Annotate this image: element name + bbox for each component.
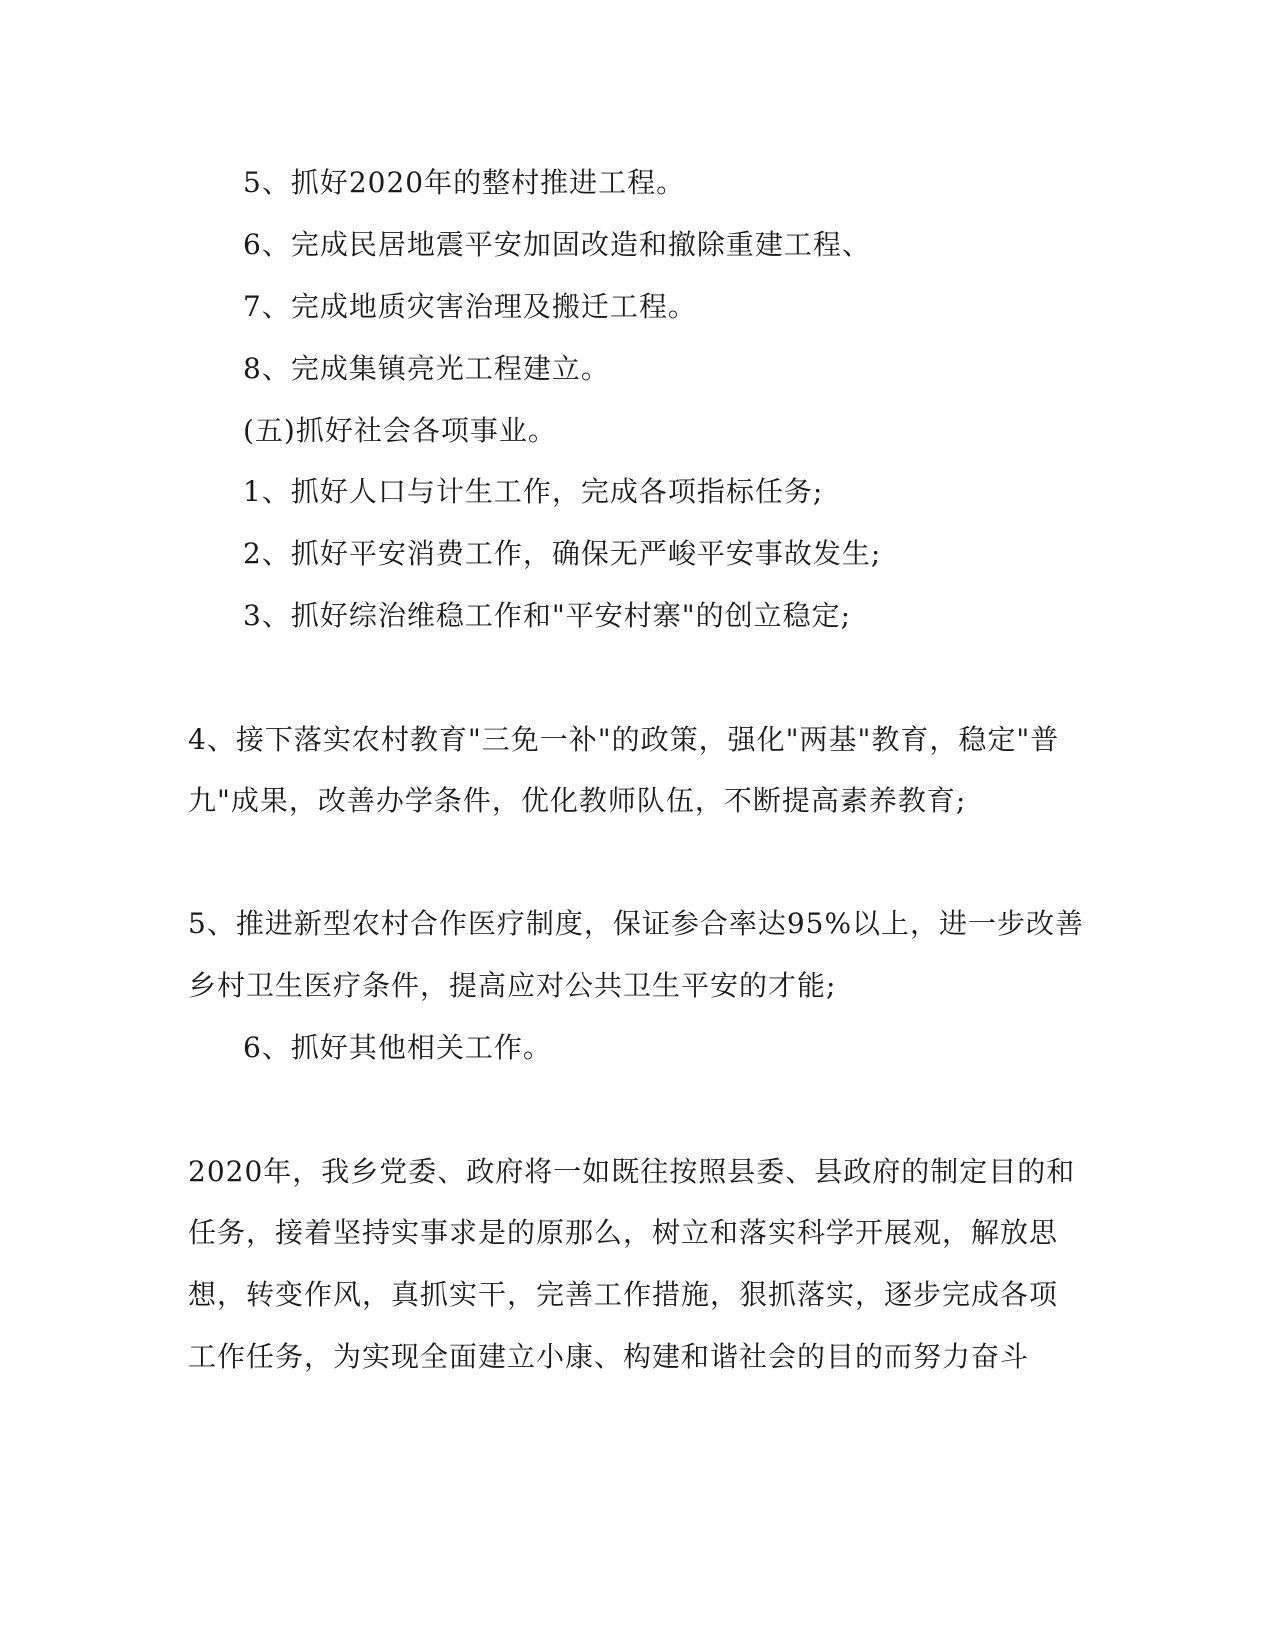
text-line: 3、抓好综治维稳工作和"平安村寨"的创立稳定; <box>243 599 852 632</box>
text-line: 任务，接着坚持实事求是的原那么，树立和落实科学开展观，解放思 <box>188 1216 1059 1249</box>
text-line: 乡村卫生医疗条件，提高应对公共卫生平安的才能; <box>188 969 837 1002</box>
text-line: 8、完成集镇亮光工程建立。 <box>243 352 610 385</box>
text-line: 2、抓好平安消费工作，确保无严峻平安事故发生; <box>243 537 882 570</box>
text-line: 6、完成民居地震平安加固改造和撤除重建工程、 <box>243 228 871 261</box>
text-line: 1、抓好人口与计生工作，完成各项指标任务; <box>243 475 824 508</box>
text-line: 2020年，我乡党委、政府将一如既往按照县委、县政府的制定目的和 <box>188 1155 1076 1188</box>
text-line: 九"成果，改善办学条件，优化教师队伍，不断提高素养教育; <box>188 784 967 817</box>
text-line: 想，转变作风，真抓实干，完善工作措施，狠抓落实，逐步完成各项 <box>188 1278 1059 1311</box>
text-line: 6、抓好其他相关工作。 <box>243 1031 552 1064</box>
text-line: 5、抓好2020年的整村推进工程。 <box>243 166 686 199</box>
text-line: 7、完成地质灾害治理及搬迁工程。 <box>243 290 697 323</box>
text-line: 4、接下落实农村教育"三免一补"的政策，强化"两基"教育，稳定"普 <box>188 723 1060 756</box>
section-heading: (五)抓好社会各项事业。 <box>243 414 557 447</box>
text-line: 工作任务，为实现全面建立小康、构建和谐社会的目的而努力奋斗 <box>188 1340 1030 1373</box>
text-line: 5、推进新型农村合作医疗制度，保证参合率达95%以上，进一步改善 <box>188 907 1085 940</box>
